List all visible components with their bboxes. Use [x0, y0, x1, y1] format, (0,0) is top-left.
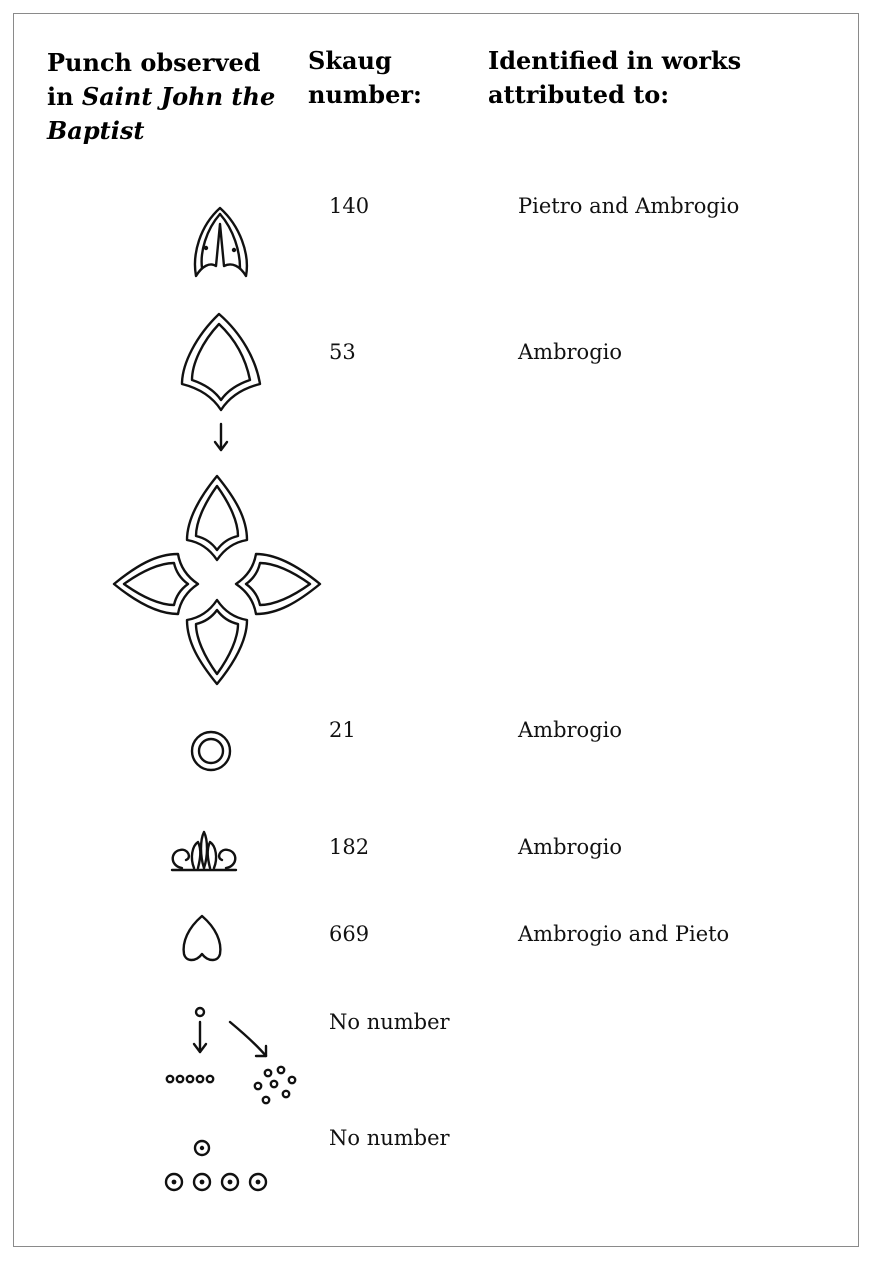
- attribution-cell: Ambrogio: [518, 835, 623, 859]
- header-identified-line1: Identified in works: [488, 46, 742, 75]
- header-skaug-line1: Skaug: [308, 46, 392, 75]
- attribution-cell: Ambrogio: [518, 718, 623, 742]
- pointed-shield-punch-icon: [176, 310, 266, 419]
- header-punch-line2: [47, 80, 275, 114]
- attribution-cell: Ambrogio: [518, 340, 623, 364]
- cross-arrangement-punch-icon: [110, 472, 324, 693]
- header-punch-line1: Punch observed: [47, 48, 261, 77]
- header-punch-italic1: Saint John the: [81, 82, 276, 111]
- attribution-cell: Ambrogio and Pieto: [518, 922, 730, 946]
- small-circle-punch-icon: [160, 1004, 310, 1119]
- ring-punch-icon: [188, 728, 234, 779]
- skaug-number-cell: 182: [329, 835, 370, 859]
- header-identified-line2: attributed to:: [488, 80, 670, 109]
- fleuron-punch-icon: [168, 828, 240, 881]
- header-punch-italic2: Baptist: [47, 116, 145, 145]
- pointed-arch-punch-icon: [188, 204, 254, 287]
- header-skaug-number: [308, 44, 422, 112]
- skaug-number-cell: 669: [329, 922, 370, 946]
- skaug-number-cell: No number: [329, 1010, 450, 1034]
- petal-punch-icon: [178, 912, 226, 969]
- header-punch-in: in: [47, 82, 82, 111]
- skaug-number-cell: No number: [329, 1126, 450, 1150]
- header-identified-in: [488, 44, 741, 112]
- header-skaug-line2: number:: [308, 80, 422, 109]
- header-punch-line3: [47, 114, 275, 148]
- skaug-number-cell: 21: [329, 718, 356, 742]
- header-punch-observed: [47, 46, 275, 148]
- arrow-down-icon: [211, 422, 231, 459]
- skaug-number-cell: 140: [329, 194, 370, 218]
- attribution-cell: Pietro and Ambrogio: [518, 194, 740, 218]
- skaug-number-cell: 53: [329, 340, 356, 364]
- dotted-circle-punch-icon: [162, 1136, 278, 1203]
